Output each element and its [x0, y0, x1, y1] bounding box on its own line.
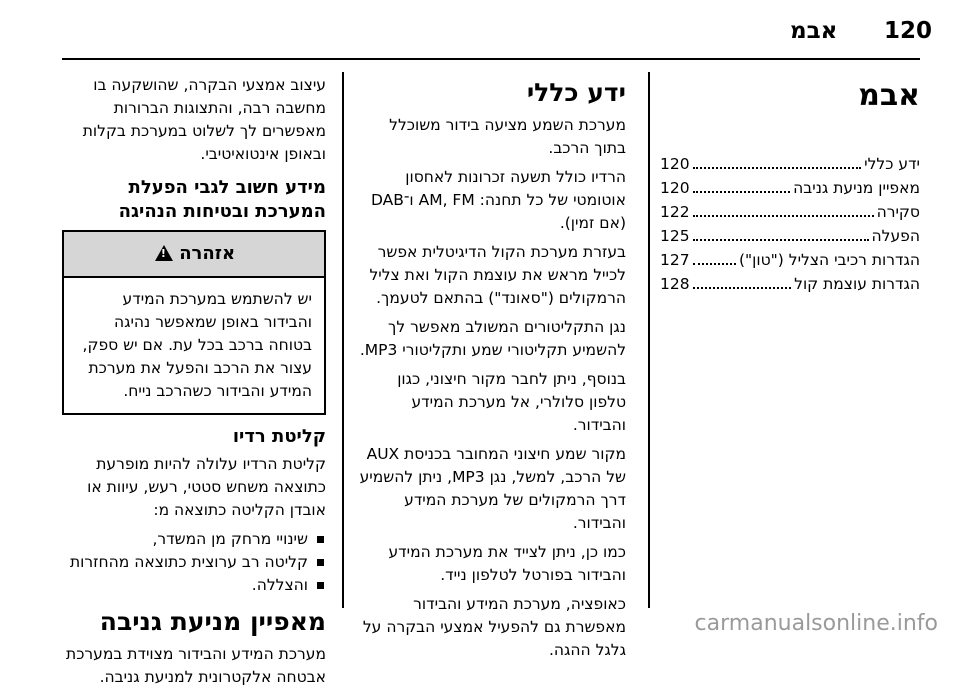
toc-entry-title: ידע כללי: [864, 155, 920, 173]
warning-box: [62, 230, 326, 415]
toc-entry[interactable]: [660, 200, 920, 224]
list-item: קליטה רב ערוצית כתוצאה מהחזרות: [62, 551, 326, 574]
header-section-title: אבמ: [790, 18, 838, 44]
toc-entry[interactable]: [660, 152, 920, 176]
body-paragraph: הרדיו כולל תשעה זכרונות לאחסון אוטומטי של כל תחנה: AM, FM ו־DAB (אם זמין).: [370, 168, 626, 232]
toc-entry-page: 120: [660, 155, 690, 173]
warning-header: [64, 232, 324, 278]
toc-leader: [693, 239, 869, 241]
body-paragraph: נגן התקליטורים המשולב מאפשר לך להשמיע תקליטורי שמע ותקליטורי MP3.: [359, 318, 626, 359]
section-title-theft: מאפיין מניעת גניבה: [99, 607, 326, 636]
body-paragraph: מקור שמע חיצוני המחובר בכניסת AUX של הרכב, למשל, נגן MP3, ניתן להשמיע דרך הרמקולים של מערכת המידע והבידור.: [359, 445, 626, 532]
body-paragraph: כמו כן, ניתן לצייד את מערכת המידע והבידור בפורטל לטלפון נייד.: [388, 543, 626, 584]
watermark-text: carmanualsonline.info: [694, 611, 938, 636]
toc-leader: [693, 287, 792, 289]
toc-entry-title: הפעלה: [871, 227, 920, 245]
warning-triangle-icon: [155, 245, 173, 261]
toc-entry-title: מאפיין מניעת גניבה: [793, 179, 920, 197]
body-paragraph: בעזרת מערכת הקול הדיגיטלית אפשר לכייל מראש את עוצמת הקול ואת צליל הרמקולים ("סאונד") בהתאם לטעמך.: [369, 243, 626, 307]
body-paragraph: כאופציה, מערכת המידע והבידור מאפשרת גם להפעיל אמצעי הבקרה על גלגל ההגה.: [362, 595, 626, 659]
toc-leader: [693, 215, 874, 217]
toc-leader: [693, 191, 791, 193]
warning-text: יש להשתמש במערכת המידע והבידור באופן שמאפשר נהיגה בטוחה ברכב בכל עת. אם יש ספק, עצור את הרכב והפעל את מערכת המידע והבידור כשהרכב נייח.: [82, 290, 312, 400]
theft-paragraph: מערכת המידע והבידור מצוידת במערכת אבטחה אלקטרונית למניעת גניבה.: [66, 645, 326, 686]
toc-column: [660, 78, 920, 296]
toc-entry-page: 127: [660, 251, 690, 269]
toc-entry[interactable]: [660, 176, 920, 200]
toc-entry-title: הגדרות עוצמת קול: [794, 275, 920, 293]
chapter-title: אבמ: [858, 78, 920, 113]
header-divider: [62, 58, 920, 60]
radio-paragraph: קליטת הרדיו עלולה להיות מופרעת כתוצאה משחש סטטי, רעש, עיוות או אובדן הקליטה כתוצאה מ:: [87, 455, 326, 519]
body-paragraph: בנוסף, ניתן לחבר מקור חיצוני, כגון טלפון סלולרי, אל מערכת המידע והבידור.: [397, 370, 626, 434]
toc-leader: [693, 167, 862, 169]
radio-bullet-list: [62, 528, 326, 597]
toc-entry-page: 125: [660, 227, 690, 245]
column-divider-right: [648, 72, 650, 608]
page-number: 120: [884, 18, 933, 44]
toc-entry-page: 120: [660, 179, 690, 197]
table-of-contents: [660, 152, 920, 296]
toc-entry[interactable]: [660, 224, 920, 248]
subheading-radio-reception: קליטת רדיו: [232, 426, 326, 447]
section-title-general: ידע כללי: [526, 78, 626, 107]
general-info-column: [356, 78, 626, 668]
list-item: והצללה.: [62, 574, 326, 597]
warning-title: אזהרה: [179, 243, 236, 264]
toc-entry-page: 128: [660, 275, 690, 293]
toc-leader: [693, 263, 736, 265]
toc-entry-title: הגדרות רכיבי הצליל ("טון"): [738, 251, 920, 269]
subheading-operation-safety: מידע חשוב לגבי הפעלת המערכת ובטיחות הנהיגה: [118, 177, 326, 222]
toc-entry-page: 122: [660, 203, 690, 221]
toc-entry[interactable]: [660, 248, 920, 272]
toc-entry[interactable]: [660, 272, 920, 296]
intro-paragraph: עיצוב אמצעי הבקרה, שהושקעה בו מחשבה רבה, והתצוגות הברורות מאפשרים לך לשלוט במערכת בקלות ובאופן אינטואיטיבי.: [82, 76, 326, 163]
details-column: [62, 74, 326, 695]
column-divider-left: [342, 72, 344, 608]
body-paragraph: מערכת השמע מציעה בידור משוכלל בתוך הרכב.: [389, 116, 626, 157]
list-item: שינויי מרחק מן המשדר,: [62, 528, 326, 551]
toc-entry-title: סקירה: [876, 203, 920, 221]
